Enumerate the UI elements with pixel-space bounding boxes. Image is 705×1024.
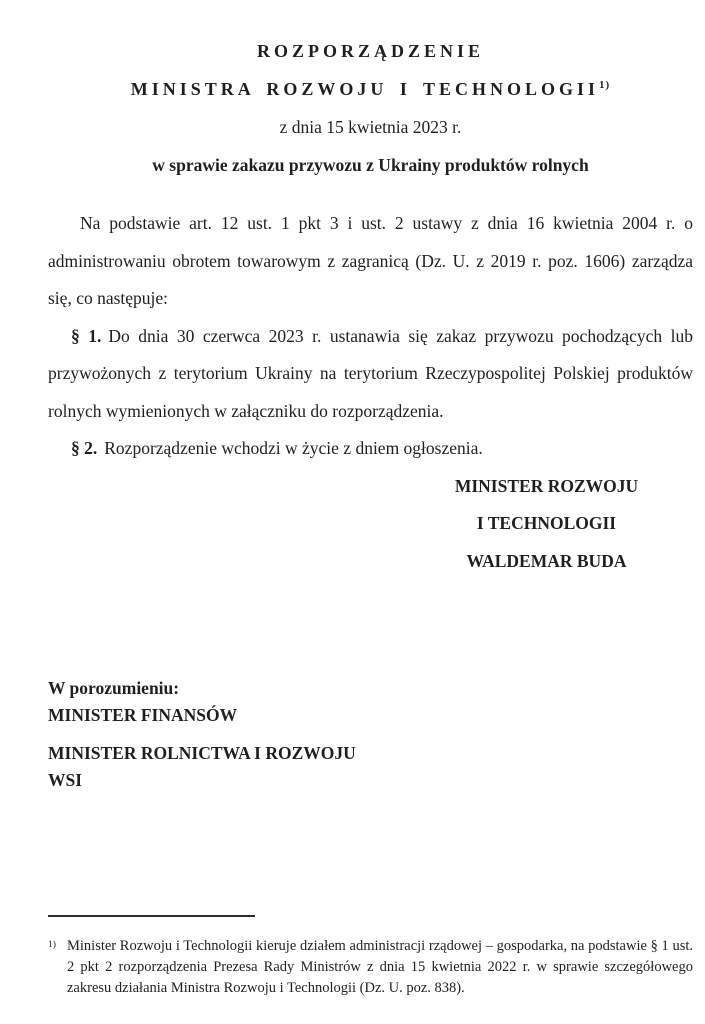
agreement-minister-finance-line: MINISTER FINANSÓW [48, 705, 238, 725]
footnote-reference-mark: 1) [599, 79, 611, 91]
section-2-text: Rozporządzenie wchodzi w życie z dniem ogłoszenia. [104, 438, 483, 458]
act-type-title: ROZPORZĄDZENIE [256, 41, 485, 61]
document-body [48, 205, 693, 468]
footnote-separator-rule [48, 915, 255, 917]
agreement-minister-agriculture-line-1: MINISTER ROLNICTWA I ROZWOJU [48, 743, 356, 763]
agreement-minister-agriculture-line-2: WSI [48, 770, 83, 790]
signature-line-1: MINISTER ROZWOJU [454, 475, 639, 496]
section-1-label: § 1. [71, 325, 102, 346]
footnote [48, 936, 693, 999]
act-date: z dnia 15 kwietnia 2023 r. [279, 117, 462, 137]
agreement-minister-finance [48, 702, 693, 729]
agreement-minister-agriculture [48, 740, 693, 794]
section-paragraph-2 [48, 430, 693, 468]
section-paragraph-1 [48, 318, 693, 431]
agreement-label: W porozumieniu: [48, 678, 180, 698]
preamble-paragraph: Na podstawie art. 12 ust. 1 pkt 3 i ust. 2 ustawy z dnia 16 kwietnia 2004 r. o administrowaniu obrotem towarowym z zagranicą (Dz. U. z 2019 r. poz. 1606) zarządza się, co następuje: [48, 213, 693, 308]
issuer-title [48, 70, 693, 108]
act-subject: w sprawie zakazu przywozu z Ukrainy produktów rolnych [152, 155, 589, 175]
section-1-text: Do dnia 30 czerwca 2023 r. ustanawia się zakaz przywozu pochodzących lub przywożonych z terytorium Ukrainy na terytorium Rzeczypospolitej Polskiej produktów rolnych wymienionych w załączniku do rozporządzenia. [48, 325, 693, 421]
footnote-text: Minister Rozwoju i Technologii kieruje działem administracji rządowej – gospodarka, na podstawie § 1 ust. 2 pkt 2 rozporządzenia Prezesa Rady Ministrów z dnia 15 kwietnia 2022 r. w sprawie szczegółowego zakresu działania Ministra Rozwoju i Technologii (Dz. U. poz. 838). [67, 938, 693, 996]
agreement-block [48, 675, 693, 794]
footnote-marker: 1) [48, 940, 56, 950]
document-header [48, 32, 693, 184]
signature-block [400, 468, 693, 581]
issuer-name: MINISTRA ROZWOJU I TECHNOLOGII [130, 79, 600, 99]
signature-line-3: WALDEMAR BUDA [466, 550, 627, 571]
signature-line-2: I TECHNOLOGII [476, 513, 617, 533]
section-2-label: § 2. [71, 438, 98, 458]
